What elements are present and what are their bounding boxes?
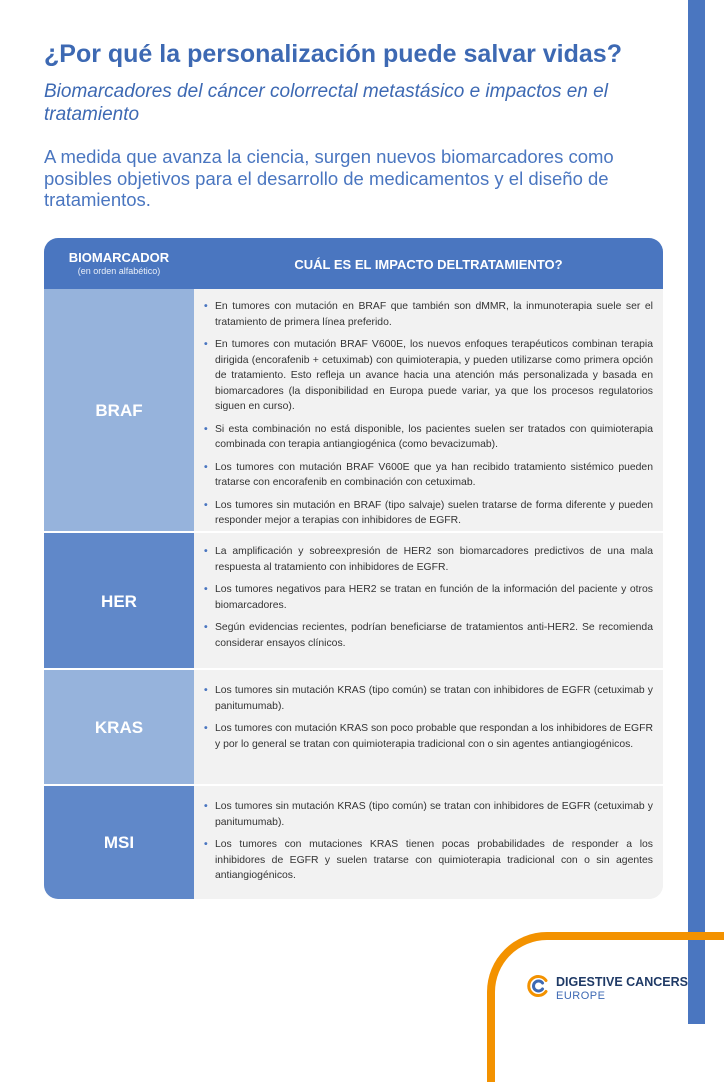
list-item: • La amplificación y sobreexpresión de HER2 son biomarcadores predictivos de una mala respuesta al tratamiento con inhibidores de EGFR. xyxy=(204,544,653,575)
impact-cell xyxy=(194,786,663,899)
list-item: • Los tumores con mutación KRAS son poco probable que respondan a los inhibidores de EGFR y por lo general se tratan con quimioterapia tradicional con o sin agentes antiangiogénicos. xyxy=(204,721,653,752)
table-row-her xyxy=(44,533,663,670)
biomarker-name: MSI xyxy=(44,786,194,899)
list-item: • Los tumores negativos para HER2 se tratan en función de la información del paciente y otros biomarcadores. xyxy=(204,582,653,613)
list-item: • Si esta combinación no está disponible, los pacientes suelen ser tratados con quimioterapia combinada con terapia antiangiogénica (como bevacizumab). xyxy=(204,422,653,453)
digestive-cancers-europe-logo xyxy=(526,972,686,1006)
biomarker-name: BRAF xyxy=(44,289,194,533)
intro-paragraph: A medida que avanza la ciencia, surgen nuevos biomarcadores como posibles objetivos para el desarrollo de medicamentos y el diseño de tratamientos. xyxy=(44,146,614,210)
header-biomarker: BIOMARCADOR xyxy=(68,250,170,265)
header-impact: CUÁL ES EL IMPACTO DELTRATAMIENTO? xyxy=(294,257,563,272)
page-subtitle: Biomarcadores del cáncer colorrectal metastásico e impactos en el tratamiento xyxy=(44,81,608,125)
impact-cell xyxy=(194,533,663,670)
logo-text-line1: DIGESTIVE CANCERS xyxy=(556,975,688,989)
list-item: • En tumores con mutación en BRAF que también son dMMR, la inmunoterapia suele ser el tratamiento de primera línea preferido. xyxy=(204,299,653,330)
impact-cell xyxy=(194,670,663,786)
list-item: • En tumores con mutación BRAF V600E, los nuevos enfoques terapéuticos combinan terapia dirigida (encorafenib + cetuximab) con quimioterapia, y pueden utilizarse como primera opción de tratamiento. Esto refleja un avance hacia una atención más personalizada y basada en biomarcadores (la disponibilidad en Europa puede variar, ya que los procesos regulatorios siguen en curso). xyxy=(204,337,653,415)
header-biomarker-note: (en orden alfabético) xyxy=(77,266,161,276)
table-header xyxy=(44,238,663,289)
biomarker-name: KRAS xyxy=(44,670,194,786)
list-item: • Los tumores sin mutación KRAS (tipo común) se tratan con inhibidores de EGFR (cetuximab y panitumumab). xyxy=(204,799,653,830)
orange-corner-decoration xyxy=(487,932,724,1082)
list-item: • Los tumores con mutación BRAF V600E que ya han recibido tratamiento sistémico pueden tratarse con encorafenib en combinación con cetuximab. xyxy=(204,460,653,491)
table-row-braf xyxy=(44,289,663,533)
logo-c-icon xyxy=(526,974,550,998)
biomarker-name: HER xyxy=(44,533,194,670)
logo-text-line2: EUROPE xyxy=(556,990,606,1002)
table-row-msi xyxy=(44,786,663,899)
impact-cell xyxy=(194,289,663,533)
biomarker-table xyxy=(44,238,663,899)
list-item: • Los tumores sin mutación en BRAF (tipo salvaje) suelen tratarse de forma diferente y pueden responder mejor a terapias con inhibidores de EGFR. xyxy=(204,498,653,529)
table-row-kras xyxy=(44,670,663,786)
side-accent-bar xyxy=(688,0,705,1024)
list-item: • Según evidencias recientes, podrían beneficiarse de tratamientos anti-HER2. Se recomienda considerar ensayos clínicos. xyxy=(204,620,653,651)
list-item: • Los tumores sin mutación KRAS (tipo común) se tratan con inhibidores de EGFR (cetuximab y panitumumab). xyxy=(204,683,653,714)
page-title: ¿Por qué la personalización puede salvar vidas? xyxy=(44,40,622,68)
list-item: • Los tumores con mutaciones KRAS tienen pocas probabilidades de responder a los inhibidores de EGFR y suelen tratarse con quimioterapia tradicional con o sin agentes antiangiogénicos. xyxy=(204,837,653,884)
